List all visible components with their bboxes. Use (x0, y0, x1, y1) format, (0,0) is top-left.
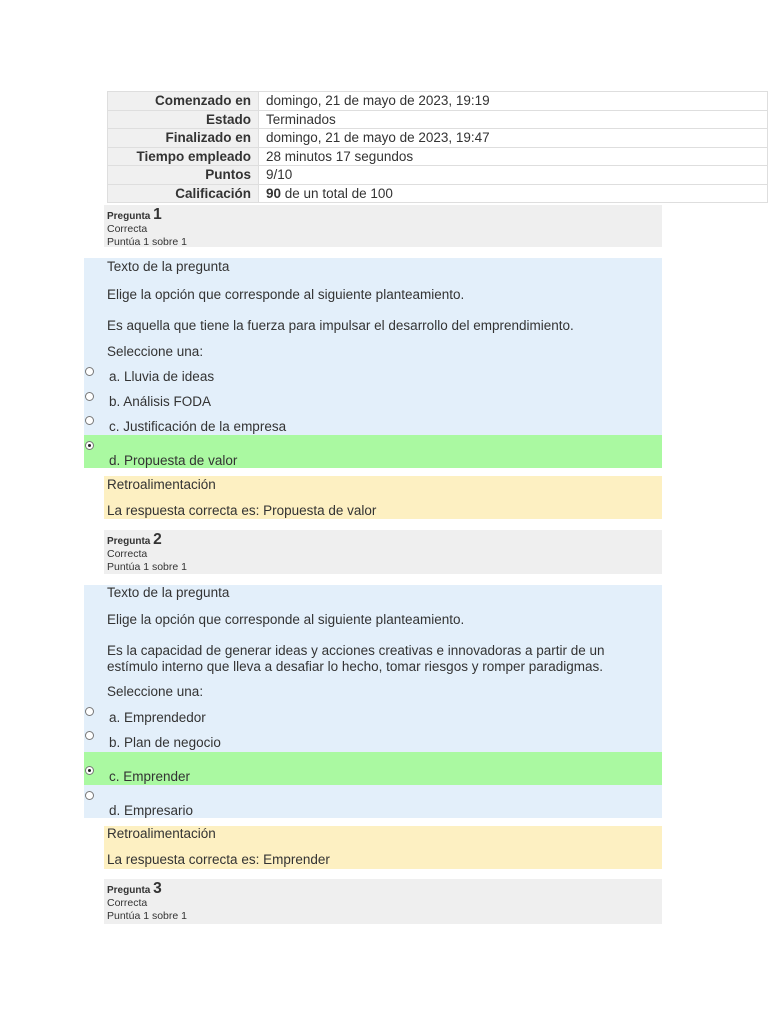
summary-label: Calificación (108, 184, 259, 203)
answer-option[interactable] (84, 702, 662, 727)
select-label: Seleccione una: (107, 684, 204, 699)
question-content (84, 585, 662, 818)
radio-button[interactable] (85, 416, 94, 425)
question-score: Puntúa 1 sobre 1 (107, 909, 187, 922)
radio-button[interactable] (85, 791, 94, 800)
radio-button-checked[interactable] (85, 766, 94, 775)
option-label: d. Propuesta de valor (109, 453, 238, 468)
radio-button[interactable] (85, 707, 94, 716)
answer-option-selected[interactable] (84, 752, 662, 785)
question-prefix: Pregunta (107, 211, 151, 222)
question-statement: Es aquella que tiene la fuerza para impulsar el desarrollo del emprendimiento. (107, 318, 574, 333)
summary-label: Finalizado en (108, 129, 259, 148)
question-text-header: Texto de la pregunta (107, 585, 230, 600)
question-status: Correcta (107, 223, 148, 235)
option-label: c. Emprender (109, 769, 191, 784)
summary-row (108, 166, 768, 185)
question-content (84, 258, 662, 468)
question-prefix: Pregunta (107, 536, 151, 547)
select-label: Seleccione una: (107, 344, 204, 359)
question-number: 3 (153, 880, 162, 897)
grade-value: 90 (266, 185, 282, 201)
question-score: Puntúa 1 sobre 1 (107, 560, 187, 573)
feedback-title: Retroalimentación (107, 826, 216, 841)
radio-button[interactable] (85, 367, 94, 376)
radio-button[interactable] (85, 731, 94, 740)
question-info (104, 879, 662, 924)
question-text-header: Texto de la pregunta (107, 259, 230, 274)
question-intro: Elige la opción que corresponde al siguiente planteamiento. (107, 287, 465, 302)
answer-option[interactable] (84, 727, 662, 752)
question-number: 1 (153, 206, 162, 223)
grade-total: de un total de 100 (281, 185, 393, 201)
summary-value: domingo, 21 de mayo de 2023, 19:19 (259, 92, 768, 111)
summary-row (108, 147, 768, 166)
feedback-text: La respuesta correcta es: Emprender (107, 852, 330, 867)
summary-value: domingo, 21 de mayo de 2023, 19:47 (259, 129, 768, 148)
question-status: Correcta (107, 548, 148, 560)
answer-option[interactable] (84, 362, 662, 387)
summary-value: 9/10 (259, 166, 768, 185)
question-info (104, 530, 662, 574)
summary-label: Tiempo empleado (108, 147, 259, 166)
summary-label: Puntos (108, 166, 259, 185)
option-label: a. Lluvia de ideas (109, 369, 215, 384)
option-label: a. Emprendedor (109, 710, 206, 725)
summary-row (108, 92, 768, 111)
option-label: b. Plan de negocio (109, 735, 221, 750)
feedback-box (104, 826, 662, 869)
question-score: Puntúa 1 sobre 1 (107, 235, 187, 248)
answer-option-selected[interactable] (84, 435, 662, 468)
summary-value: Terminados (259, 110, 768, 129)
radio-button[interactable] (85, 392, 94, 401)
answer-option[interactable] (84, 785, 662, 818)
feedback-box (104, 476, 662, 519)
attempt-summary-table (107, 91, 768, 203)
question-info (104, 205, 662, 247)
question-status: Correcta (107, 897, 148, 909)
feedback-title: Retroalimentación (107, 477, 216, 492)
feedback-text: La respuesta correcta es: Propuesta de valor (107, 503, 377, 518)
option-label: d. Empresario (109, 803, 194, 818)
summary-row (108, 110, 768, 129)
answer-option[interactable] (84, 387, 662, 412)
option-label: c. Justificación de la empresa (109, 419, 287, 434)
summary-value (259, 184, 768, 203)
question-statement: Es la capacidad de generar ideas y acciones creativas e innovadoras a partir de un estímulo interno que lleva a desafiar lo hecho, tomar riesgos y romper paradigmas. (107, 643, 605, 674)
option-label: b. Análisis FODA (109, 394, 212, 409)
summary-value: 28 minutos 17 segundos (259, 147, 768, 166)
radio-button-checked[interactable] (85, 441, 94, 450)
summary-row (108, 129, 768, 148)
question-intro: Elige la opción que corresponde al siguiente planteamiento. (107, 612, 465, 627)
summary-row (108, 184, 768, 203)
summary-label: Estado (108, 110, 259, 129)
answer-option[interactable] (84, 412, 662, 435)
summary-label: Comenzado en (108, 92, 259, 111)
question-prefix: Pregunta (107, 885, 151, 896)
question-number: 2 (153, 531, 162, 548)
